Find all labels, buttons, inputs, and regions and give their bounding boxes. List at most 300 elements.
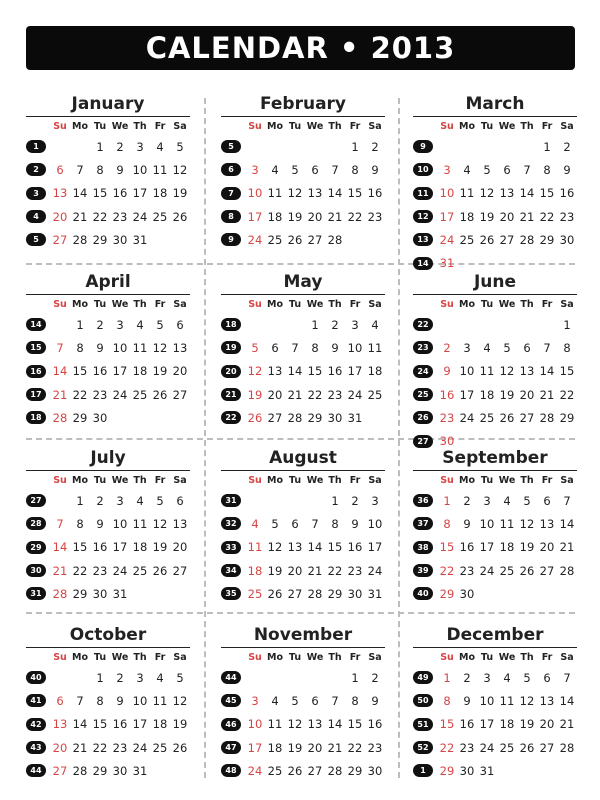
day-cell: 22	[72, 387, 88, 402]
week-row	[26, 489, 190, 512]
weekday-label: Su	[248, 120, 262, 132]
day-cell: 2	[563, 139, 571, 154]
week-number-badge: 30	[26, 564, 46, 577]
weekday-label: We	[111, 120, 129, 132]
day-cell: 15	[439, 540, 455, 555]
day-cell: 26	[152, 563, 168, 578]
month-name: August	[269, 448, 337, 468]
day-cell: 1	[443, 493, 451, 508]
day-cell: 2	[463, 670, 471, 685]
weekday-header	[221, 648, 385, 666]
day-cell: 10	[439, 186, 455, 201]
month-name: November	[253, 625, 353, 645]
day-cell: 14	[72, 717, 88, 732]
day-cell: 27	[539, 563, 555, 578]
day-cell: 9	[96, 340, 104, 355]
day-cell: 27	[519, 410, 535, 425]
weekday-label: Fr	[541, 651, 553, 663]
day-cell: 2	[351, 493, 359, 508]
week-number-badge: 1	[26, 140, 46, 153]
day-cell: 15	[92, 186, 108, 201]
day-cell: 29	[72, 410, 88, 425]
week-row	[221, 158, 385, 181]
day-cell: 7	[56, 340, 64, 355]
row-divider	[26, 612, 575, 614]
day-cell: 26	[519, 563, 535, 578]
week-number-badge: 5	[221, 140, 241, 153]
day-cell: 28	[559, 740, 575, 755]
day-cell: 29	[559, 410, 575, 425]
day-cell: 15	[439, 717, 455, 732]
day-cell: 17	[247, 740, 263, 755]
day-cell: 12	[247, 364, 263, 379]
weekday-label: Th	[328, 651, 342, 663]
day-cell: 4	[156, 670, 164, 685]
day-cell: 17	[479, 540, 495, 555]
day-cell: 4	[503, 493, 511, 508]
week-row	[413, 406, 577, 429]
week-number-badge: 37	[413, 517, 433, 530]
week-row	[221, 313, 385, 336]
weekday-label: Mo	[267, 120, 283, 132]
day-cell: 11	[267, 186, 283, 201]
day-cell: 6	[311, 162, 319, 177]
weekday-label: We	[498, 474, 516, 486]
day-cell: 11	[267, 717, 283, 732]
week-row	[413, 559, 577, 582]
day-cell: 31	[367, 586, 383, 601]
weekday-label: Sa	[560, 651, 574, 663]
day-cell: 11	[499, 516, 515, 531]
week-row	[26, 205, 190, 228]
day-cell: 8	[311, 340, 319, 355]
day-cell: 10	[247, 717, 263, 732]
day-cell: 23	[92, 563, 108, 578]
day-cell: 30	[439, 434, 455, 449]
day-cell: 25	[367, 387, 383, 402]
calendar-title-bar	[26, 26, 575, 70]
month-block-february	[221, 93, 385, 251]
day-cell: 19	[499, 387, 515, 402]
calendar-title: CALENDAR • 2013	[145, 31, 456, 65]
day-cell: 5	[251, 340, 259, 355]
day-cell: 7	[563, 670, 571, 685]
day-cell: 28	[327, 763, 343, 778]
month-block-may	[221, 271, 385, 429]
day-cell: 22	[347, 209, 363, 224]
week-number-badge: 50	[413, 694, 433, 707]
week-number-badge: 10	[413, 163, 433, 176]
weekday-label: We	[111, 298, 129, 310]
week-row	[413, 512, 577, 535]
day-cell: 23	[367, 740, 383, 755]
weekday-label: Th	[133, 651, 147, 663]
day-cell: 7	[563, 493, 571, 508]
day-cell: 24	[367, 563, 383, 578]
day-cell: 7	[76, 162, 84, 177]
week-row	[26, 336, 190, 359]
day-cell: 27	[52, 232, 68, 247]
day-cell: 16	[112, 717, 128, 732]
week-number-badge: 12	[413, 210, 433, 223]
weekday-label: Mo	[72, 120, 88, 132]
day-cell: 11	[459, 186, 475, 201]
day-cell: 28	[72, 232, 88, 247]
day-cell: 9	[116, 162, 124, 177]
day-cell: 16	[367, 717, 383, 732]
day-cell: 25	[267, 763, 283, 778]
day-cell: 16	[327, 364, 343, 379]
weekday-label: We	[111, 474, 129, 486]
month-name: May	[283, 272, 323, 292]
week-row	[221, 205, 385, 228]
week-number-badge: 28	[26, 517, 46, 530]
week-row	[26, 713, 190, 736]
day-cell: 26	[499, 410, 515, 425]
weekday-header	[413, 648, 577, 666]
week-row	[221, 336, 385, 359]
weekday-label: Mo	[267, 474, 283, 486]
day-cell: 16	[92, 364, 108, 379]
weekday-label: Th	[133, 120, 147, 132]
week-number-badge: 3	[26, 187, 46, 200]
day-cell: 1	[543, 139, 551, 154]
day-cell: 5	[271, 516, 279, 531]
week-number-badge: 1	[413, 764, 433, 777]
weekday-label: Fr	[154, 651, 166, 663]
week-number-badge: 31	[221, 494, 241, 507]
month-name: March	[465, 94, 525, 114]
day-cell: 15	[347, 186, 363, 201]
day-cell: 8	[76, 516, 84, 531]
day-cell: 14	[327, 186, 343, 201]
day-cell: 24	[479, 563, 495, 578]
day-cell: 13	[499, 186, 515, 201]
month-name: January	[71, 94, 145, 114]
day-cell: 18	[132, 364, 148, 379]
day-cell: 28	[52, 410, 68, 425]
weekday-label: Su	[440, 298, 454, 310]
weekday-label: Su	[53, 298, 67, 310]
weekday-label: Tu	[93, 298, 107, 310]
day-cell: 2	[96, 493, 104, 508]
day-cell: 1	[76, 493, 84, 508]
day-cell: 15	[72, 364, 88, 379]
day-cell: 29	[307, 410, 323, 425]
week-row	[26, 759, 190, 782]
week-row	[221, 666, 385, 689]
day-cell: 14	[52, 540, 68, 555]
day-cell: 25	[152, 740, 168, 755]
weekday-label: Sa	[173, 651, 187, 663]
day-cell: 9	[371, 162, 379, 177]
day-cell: 24	[247, 763, 263, 778]
weekday-label: Tu	[480, 298, 494, 310]
day-cell: 20	[172, 540, 188, 555]
day-cell: 30	[92, 410, 108, 425]
weekday-label: Fr	[154, 298, 166, 310]
weekday-label: Tu	[288, 298, 302, 310]
weekday-label: Mo	[459, 120, 475, 132]
day-cell: 14	[287, 364, 303, 379]
weekday-header	[413, 471, 577, 489]
day-cell: 21	[519, 209, 535, 224]
day-cell: 30	[459, 586, 475, 601]
week-number-badge: 14	[413, 257, 433, 270]
day-cell: 24	[132, 740, 148, 755]
day-cell: 13	[52, 717, 68, 732]
day-cell: 25	[499, 563, 515, 578]
weekday-label: Sa	[368, 651, 382, 663]
day-cell: 8	[96, 162, 104, 177]
day-cell: 26	[172, 209, 188, 224]
day-cell: 8	[76, 340, 84, 355]
day-cell: 21	[307, 563, 323, 578]
week-row	[413, 135, 577, 158]
day-cell: 16	[92, 540, 108, 555]
day-cell: 30	[347, 586, 363, 601]
day-cell: 16	[347, 540, 363, 555]
week-row	[26, 313, 190, 336]
week-number-badge: 13	[413, 233, 433, 246]
weekday-label: Mo	[459, 474, 475, 486]
day-cell: 17	[112, 364, 128, 379]
day-cell: 3	[351, 317, 359, 332]
day-cell: 25	[459, 232, 475, 247]
weekday-label: We	[498, 120, 516, 132]
day-cell: 19	[152, 540, 168, 555]
weekday-label: Sa	[368, 298, 382, 310]
weekday-label: We	[498, 651, 516, 663]
week-row	[413, 759, 577, 782]
day-cell: 25	[499, 740, 515, 755]
day-cell: 4	[371, 317, 379, 332]
day-cell: 24	[112, 563, 128, 578]
day-cell: 8	[331, 516, 339, 531]
day-cell: 28	[52, 586, 68, 601]
week-number-badge: 32	[221, 517, 241, 530]
week-number-badge: 27	[26, 494, 46, 507]
day-cell: 30	[367, 763, 383, 778]
day-cell: 13	[539, 693, 555, 708]
day-cell: 5	[523, 670, 531, 685]
weekday-label: Th	[520, 120, 534, 132]
week-row	[413, 582, 577, 605]
day-cell: 3	[483, 670, 491, 685]
weekday-label: Sa	[368, 474, 382, 486]
day-cell: 9	[331, 340, 339, 355]
week-number-badge: 5	[26, 233, 46, 246]
weekday-label: Mo	[72, 474, 88, 486]
day-cell: 29	[92, 763, 108, 778]
day-cell: 2	[371, 670, 379, 685]
day-cell: 22	[539, 209, 555, 224]
day-cell: 6	[291, 516, 299, 531]
week-number-badge: 27	[413, 435, 433, 448]
day-cell: 11	[152, 162, 168, 177]
weekday-label: Su	[53, 474, 67, 486]
day-cell: 17	[367, 540, 383, 555]
day-cell: 23	[459, 563, 475, 578]
day-cell: 17	[132, 186, 148, 201]
day-cell: 1	[351, 670, 359, 685]
month-block-january	[26, 93, 190, 251]
day-cell: 10	[347, 340, 363, 355]
month-block-november	[221, 624, 385, 782]
week-row	[413, 713, 577, 736]
day-cell: 31	[347, 410, 363, 425]
day-cell: 13	[287, 540, 303, 555]
day-cell: 24	[247, 232, 263, 247]
day-cell: 12	[267, 540, 283, 555]
day-cell: 9	[463, 516, 471, 531]
week-row	[221, 135, 385, 158]
day-cell: 29	[92, 232, 108, 247]
weekday-label: Su	[53, 651, 67, 663]
day-cell: 15	[72, 540, 88, 555]
day-cell: 20	[52, 740, 68, 755]
week-number-badge: 51	[413, 718, 433, 731]
day-cell: 17	[459, 387, 475, 402]
day-cell: 21	[539, 387, 555, 402]
month-name: December	[446, 625, 544, 645]
week-number-badge: 4	[26, 210, 46, 223]
day-cell: 4	[136, 493, 144, 508]
month-block-october	[26, 624, 190, 782]
day-cell: 9	[443, 364, 451, 379]
day-cell: 22	[72, 563, 88, 578]
day-cell: 21	[559, 540, 575, 555]
day-cell: 21	[327, 740, 343, 755]
weekday-label: Su	[440, 120, 454, 132]
weekday-label: Tu	[480, 474, 494, 486]
week-row	[413, 228, 577, 251]
day-cell: 26	[247, 410, 263, 425]
day-cell: 13	[519, 364, 535, 379]
week-number-badge: 25	[413, 388, 433, 401]
day-cell: 21	[72, 740, 88, 755]
day-cell: 8	[96, 693, 104, 708]
weekday-label: Su	[440, 651, 454, 663]
day-cell: 9	[351, 516, 359, 531]
weekday-label: Su	[440, 474, 454, 486]
weekday-label: Su	[248, 298, 262, 310]
week-row	[413, 666, 577, 689]
day-cell: 29	[439, 586, 455, 601]
day-cell: 11	[367, 340, 383, 355]
week-number-badge: 48	[221, 764, 241, 777]
month-name: April	[85, 272, 131, 292]
day-cell: 31	[112, 586, 128, 601]
day-cell: 23	[347, 563, 363, 578]
day-cell: 1	[76, 317, 84, 332]
week-number-badge: 9	[221, 233, 241, 246]
week-row	[413, 360, 577, 383]
day-cell: 22	[327, 563, 343, 578]
week-number-badge: 15	[26, 341, 46, 354]
week-number-badge: 23	[413, 341, 433, 354]
day-cell: 2	[116, 670, 124, 685]
day-cell: 22	[92, 740, 108, 755]
week-row	[221, 489, 385, 512]
day-cell: 2	[443, 340, 451, 355]
day-cell: 16	[367, 186, 383, 201]
day-cell: 28	[539, 410, 555, 425]
week-number-badge: 46	[221, 718, 241, 731]
day-cell: 4	[483, 340, 491, 355]
week-number-badge: 16	[26, 365, 46, 378]
day-cell: 24	[112, 387, 128, 402]
day-cell: 27	[307, 763, 323, 778]
day-cell: 11	[247, 540, 263, 555]
day-cell: 13	[307, 186, 323, 201]
day-cell: 31	[132, 232, 148, 247]
week-number-badge: 17	[26, 388, 46, 401]
weekday-label: Fr	[154, 474, 166, 486]
day-cell: 27	[539, 740, 555, 755]
day-cell: 15	[559, 364, 575, 379]
weekday-label: Mo	[267, 651, 283, 663]
day-cell: 29	[347, 763, 363, 778]
day-cell: 10	[112, 340, 128, 355]
month-block-december	[413, 624, 577, 782]
week-number-badge: 45	[221, 694, 241, 707]
weekday-label: Th	[328, 120, 342, 132]
day-cell: 27	[307, 232, 323, 247]
day-cell: 22	[347, 740, 363, 755]
day-cell: 23	[112, 209, 128, 224]
month-name: October	[69, 625, 147, 645]
month-name: September	[442, 448, 548, 468]
day-cell: 8	[563, 340, 571, 355]
day-cell: 24	[459, 410, 475, 425]
day-cell: 21	[287, 387, 303, 402]
week-row	[26, 559, 190, 582]
day-cell: 27	[287, 586, 303, 601]
day-cell: 15	[92, 717, 108, 732]
weekday-header	[413, 117, 577, 135]
day-cell: 1	[563, 317, 571, 332]
day-cell: 17	[112, 540, 128, 555]
day-cell: 12	[479, 186, 495, 201]
week-number-badge: 43	[26, 741, 46, 754]
day-cell: 23	[439, 410, 455, 425]
day-cell: 15	[347, 717, 363, 732]
day-cell: 18	[499, 717, 515, 732]
day-cell: 14	[52, 364, 68, 379]
day-cell: 4	[156, 139, 164, 154]
day-cell: 6	[176, 317, 184, 332]
day-cell: 5	[503, 340, 511, 355]
day-cell: 4	[463, 162, 471, 177]
day-cell: 20	[172, 364, 188, 379]
day-cell: 13	[307, 717, 323, 732]
day-cell: 14	[307, 540, 323, 555]
day-cell: 24	[439, 232, 455, 247]
week-number-badge: 19	[221, 341, 241, 354]
day-cell: 12	[519, 693, 535, 708]
weekday-label: Su	[248, 651, 262, 663]
week-row	[221, 689, 385, 712]
day-cell: 10	[132, 693, 148, 708]
day-cell: 1	[331, 493, 339, 508]
week-row	[413, 313, 577, 336]
day-cell: 25	[132, 387, 148, 402]
week-row	[26, 666, 190, 689]
weekday-label: Fr	[349, 651, 361, 663]
weekday-label: Sa	[560, 120, 574, 132]
week-row	[221, 406, 385, 429]
